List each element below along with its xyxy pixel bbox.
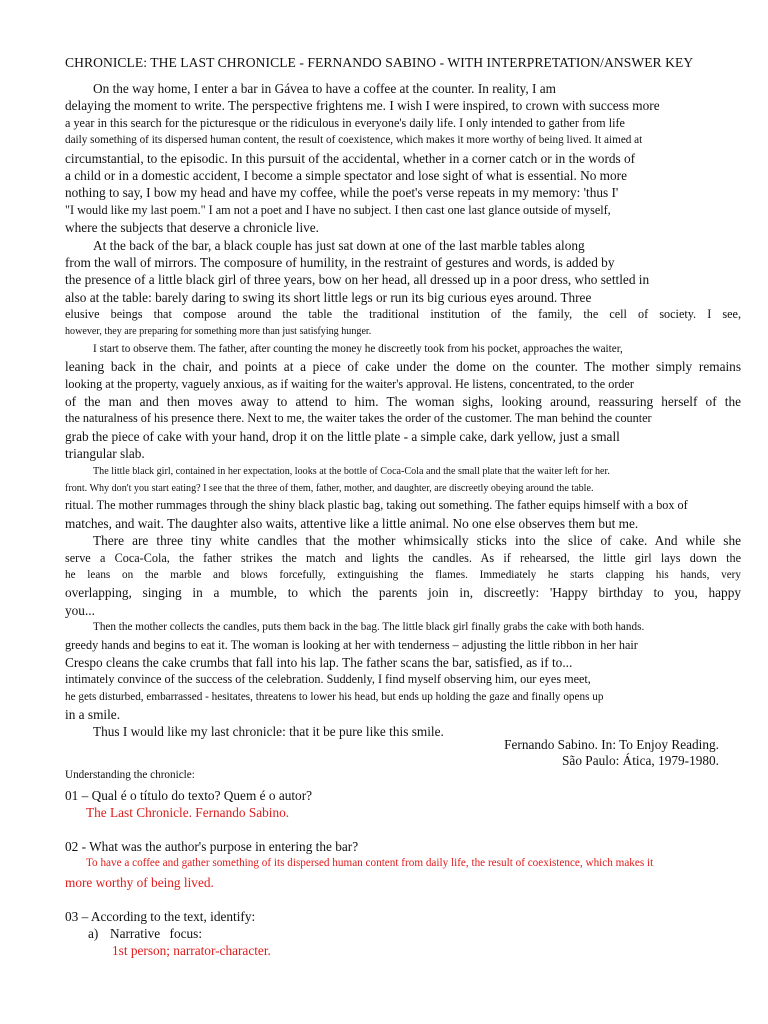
text-line: Then the mother collects the candles, puts them back in the bag. The little black girl finally grabs the cake with both hands. bbox=[93, 621, 645, 634]
text-line: he gets disturbed, embarrassed - hesitates, threatens to lower his head, but ends up holding the gaze and finally opens up bbox=[65, 690, 604, 703]
text-line: On the way home, I enter a bar in Gávea to have a coffee at the counter. In reality, I am bbox=[93, 81, 556, 96]
text-line: looking at the property, vaguely anxious, as if waiting for the waiter's approval. He listens, concentrated, to the order bbox=[65, 376, 634, 391]
text-line: the presence of a little black girl of three years, bow on her head, all dressed up in a poor dress, who settled in bbox=[65, 272, 650, 288]
text-line: daily something of its dispersed human content, the result of coexistence, which makes it more worthy of being lived. It aimed at bbox=[65, 134, 643, 147]
text-line: grab the piece of cake with your hand, drop it on the little plate - a simple cake, dark yellow, just a small bbox=[65, 428, 620, 444]
questions-heading: Understanding the chronicle: bbox=[65, 769, 195, 781]
text-line: delaying the moment to write. The perspective frightens me. I wish I were inspired, to crown with success more bbox=[65, 98, 660, 114]
text-line: There are three tiny white candles that the mother whimsically sticks into the slice of cake. And while she bbox=[93, 533, 741, 549]
text-line: in a smile. bbox=[65, 707, 121, 723]
source-citation-line-2: São Paulo: Ática, 1979-1980. bbox=[562, 753, 719, 768]
question-03a-label: Narrative focus: bbox=[110, 926, 203, 941]
chronicle-body bbox=[65, 80, 741, 741]
text-line: front. Why don't you start eating? I see that the three of them, father, mother, and daughter, are discreetly obeying around the table. bbox=[65, 482, 594, 494]
text-line: also at the table: barely daring to swing its short little legs or run its big curious eyes around. Three bbox=[65, 289, 592, 305]
text-line: however, they are preparing for something more than just satisfying hunger. bbox=[65, 326, 372, 338]
text-line: nothing to say, I bow my head and have my coffee, while the poet's verse repeats in my memory: 'thus I' bbox=[65, 185, 619, 201]
text-line: Crespo cleans the cake crumbs that fall into his lap. The father scans the bar, satisfied, as if to... bbox=[65, 654, 573, 670]
text-line: matches, and wait. The daughter also waits, attentive like a little animal. No one else observes them but me. bbox=[65, 515, 639, 531]
text-line: intimately convince of the success of the celebration. Suddenly, I find myself observing him, our eyes meet, bbox=[65, 672, 591, 687]
question-03a-marker: a) bbox=[88, 926, 99, 941]
document-title: CHRONICLE: THE LAST CHRONICLE - FERNANDO SABINO - WITH INTERPRETATION/ANSWER KEY bbox=[65, 55, 694, 70]
answer-02-line-2: more worthy of being lived. bbox=[65, 875, 214, 890]
text-line: ritual. The mother rummages through the shiny black plastic bag, taking out something. The father equips himself with a box of bbox=[65, 498, 688, 513]
text-line: where the subjects that deserve a chronicle live. bbox=[65, 220, 320, 236]
text-line: I start to observe them. The father, after counting the money he discreetly took from his pocket, approaches the waiter, bbox=[93, 342, 623, 355]
text-line: he leans on the marble and blows forcefully, extinguishing the flames. Immediately he starts clapping his hands, very bbox=[65, 568, 741, 581]
text-line: the naturalness of his presence there. Next to me, the waiter takes the order of the customer. The man behind the counter bbox=[65, 411, 652, 426]
answer-03a: 1st person; narrator-character. bbox=[112, 943, 271, 958]
text-line: leaning back in the chair, and points at a piece of cake under the dome on the counter. The mother simply remains bbox=[65, 359, 741, 375]
text-line: serve a Coca-Cola, the father strikes the match and lights the candles. As if rehearsed, the little girl lays down the bbox=[65, 550, 741, 565]
text-line: triangular slab. bbox=[65, 446, 145, 462]
text-line: greedy hands and begins to eat it. The woman is looking at her with tenderness – adjusting the little ribbon in her hair bbox=[65, 637, 638, 652]
text-line: a year in this search for the picturesque or the ridiculous in everyone's daily life. I only intended to gather from life bbox=[65, 115, 625, 130]
answer-01: The Last Chronicle. Fernando Sabino. bbox=[86, 805, 290, 820]
text-line: At the back of the bar, a black couple has just sat down at one of the last marble tables along bbox=[93, 237, 585, 253]
question-01: 01 – Qual é o título do texto? Quem é o autor? bbox=[65, 788, 313, 803]
question-03: 03 – According to the text, identify: bbox=[65, 909, 256, 924]
source-citation-line-1: Fernando Sabino. In: To Enjoy Reading. bbox=[504, 737, 719, 752]
text-line: "I would like my last poem." I am not a poet and I have no subject. I then cast one last glance outside of myself, bbox=[65, 202, 611, 217]
answer-02-line-1: To have a coffee and gather something of its dispersed human content from daily life, the result of coexistence, which makes it bbox=[86, 857, 654, 869]
text-line: of the man and then moves away to attend to him. The woman sighs, looking around, reassuring herself of the bbox=[65, 394, 741, 410]
text-line: circumstantial, to the episodic. In this pursuit of the accidental, whether in a corner catch or in the words of bbox=[65, 150, 636, 166]
text-line: Thus I would like my last chronicle: that it be pure like this smile. bbox=[93, 724, 444, 740]
text-line: a child or in a domestic accident, I become a simple spectator and lose sight of what is essential. No more bbox=[65, 167, 627, 183]
text-line: from the wall of mirrors. The composure of humility, in the restraint of gestures and words, is added by bbox=[65, 254, 615, 270]
text-line: The little black girl, contained in her expectation, looks at the bottle of Coca-Cola and the small plate that the waiter left for her. bbox=[93, 465, 610, 477]
question-02: 02 - What was the author's purpose in entering the bar? bbox=[65, 839, 359, 854]
text-line: overlapping, singing in a mumble, to which the parents join in, discreetly: 'Happy birthday to you, happy bbox=[65, 585, 741, 601]
text-line: elusive beings that compose around the table the traditional institution of the family, the cell of society. I see, bbox=[65, 307, 741, 322]
text-line: you... bbox=[65, 602, 95, 618]
